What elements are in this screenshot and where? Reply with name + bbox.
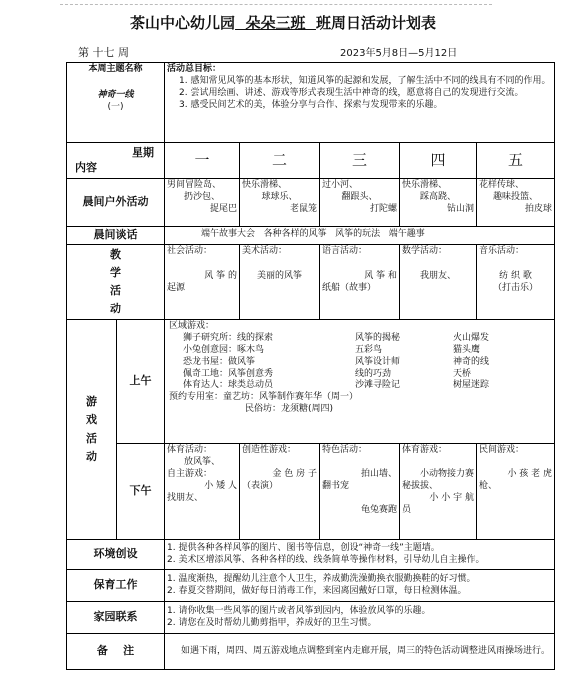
folk-workshop: 民俗坊：龙须糖(周四): [245, 404, 334, 415]
activity-line: 社会活动：: [167, 245, 213, 256]
talk-label: 晨间谈话: [67, 227, 165, 245]
activity-line: 捉尾巴: [210, 203, 238, 214]
remarks-label: 备 注: [67, 634, 165, 670]
area-item: 体育达人：球类总动员: [183, 380, 274, 391]
area-item: 天桥: [453, 368, 472, 379]
outdoor-cell-mon: [165, 179, 240, 227]
activity-line: 拍山墙、: [361, 468, 398, 479]
games-pm-label: 下午: [117, 444, 165, 540]
area-item: 小兔创意园：啄木鸟: [183, 344, 265, 355]
activity-line: 纸船（故事）: [322, 283, 377, 294]
week-number: 第 十七 周: [78, 46, 129, 59]
area-row: [169, 333, 552, 345]
outdoor-label: 晨间户外活动: [67, 179, 165, 227]
activity-line: 语言活动：: [322, 245, 368, 256]
family-cell: [165, 602, 555, 634]
title-school: 茶山中心幼儿园: [130, 14, 236, 32]
goal-item: 1. 感知常见风筝的基本形状，知道风筝的起源和发展，了解生活中不同的线具有不同的作用。: [179, 75, 551, 86]
activity-line: 球球乐、: [261, 191, 298, 202]
activity-line: 金 色 房 子: [272, 468, 318, 479]
theme-name: 神奇一线: [97, 89, 134, 100]
activity-line: 民间游戏：: [479, 445, 525, 456]
activity-line: 美丽的风筝: [257, 271, 303, 282]
day-thu: 四: [400, 143, 477, 179]
activity-line: 钻山洞: [447, 203, 475, 214]
area-item: 恐龙书屋：做风筝: [183, 356, 256, 367]
day-header-label: [67, 143, 165, 179]
talk-row: [67, 227, 555, 245]
care-item: 1. 温度渐热，提醒幼儿注意个人卫生，养成勤洗澡勤换衣服勤换鞋的好习惯。: [167, 573, 476, 584]
talk-text: 端午故事大会 各种各样的风筝 风筝的玩法 端午趣事: [165, 227, 555, 245]
reservation-room: 预约专用室：童艺坊：风筝制作赛年华（周一）: [169, 392, 359, 403]
family-row: [67, 602, 555, 634]
goals-label: 活动总目标：: [167, 64, 222, 74]
theme-row: [67, 63, 555, 143]
title-class-name: 朵朵三班: [245, 14, 306, 32]
teaching-cell-thu: [400, 244, 477, 320]
activity-line: 美术活动：: [242, 245, 288, 256]
outdoor-row: [67, 179, 555, 227]
theme-cell: [67, 63, 165, 143]
goals-cell: [165, 63, 555, 143]
games-pm-cell-thu: [400, 444, 477, 540]
area-item: 神奇的线: [453, 356, 490, 367]
area-item: 线的巧劲: [355, 368, 392, 379]
activity-line: 自主游戏：: [167, 468, 213, 479]
family-item: 1. 请你收集一些风筝的图片或者风筝到园内，体验放风筝的乐趣。: [167, 605, 431, 616]
care-item: 2. 春夏交替期间，做好每日消毒工作，来园离园戴好口罩，每日检测体温。: [167, 585, 467, 596]
day-fri: 五: [477, 143, 555, 179]
teaching-cell-tue: [240, 244, 320, 320]
goal-item: 2. 尝试用绘画、讲述、游戏等形式表现生活中神奇的线，愿意将自己的发现进行交流。: [179, 87, 524, 98]
remarks-text: 如遇下雨，周四、周五游戏地点调整到室内走廊开展，周三的特色活动调整进风雨操场进行。: [165, 634, 555, 670]
day-mon: 一: [165, 143, 240, 179]
activity-line: 创造性游戏：: [242, 445, 297, 456]
care-cell: [165, 570, 555, 602]
area-item: 沙滩寻险记: [355, 380, 401, 391]
care-label: 保育工作: [67, 570, 165, 602]
teaching-cell-mon: [165, 244, 240, 320]
area-row: [169, 380, 552, 392]
page-title: [0, 12, 566, 33]
goal-item: 3. 感受民间艺术的美，体验分享与合作、探索与发现带来的乐趣。: [179, 99, 443, 110]
header-rule: [60, 4, 492, 5]
games-am-row: [67, 320, 555, 444]
outdoor-cell-tue: [240, 179, 320, 227]
care-row: [67, 570, 555, 602]
activity-line: 小动物接力赛: [420, 468, 475, 479]
day-wed: 三: [320, 143, 400, 179]
games-pm-cell-mon: [165, 444, 240, 540]
environment-item: 2. 美术区增添风筝、各种各样的线、线条简单等操作材料，引导幼儿自主操作。: [167, 554, 485, 565]
environment-item: 1. 提供各种各样风筝的图片、图书等信息，创设“神奇一线”主题墙。: [167, 542, 440, 553]
activity-line: 打陀螺: [370, 203, 398, 214]
games-pm-cell-fri: [477, 444, 555, 540]
remarks-row: [67, 634, 555, 670]
teaching-row: [67, 244, 555, 320]
activity-line: 秘拔拔、: [402, 480, 439, 491]
area-item: 佩奇工地：风筝创意秀: [183, 368, 274, 379]
activity-line: 扔沙包、: [184, 191, 221, 202]
day-label-week: 星期: [132, 145, 155, 159]
games-label: 游 戏 活 动: [67, 320, 117, 540]
date-range: 2023年5月8日—5月12日: [340, 48, 458, 59]
activity-line: （打击乐）: [493, 283, 539, 294]
activity-line: 过小河、: [322, 180, 359, 190]
activity-line: 快乐滑梯、: [402, 180, 448, 190]
day-header-row: [67, 143, 555, 179]
area-games-head: 区域游戏：: [169, 321, 215, 332]
area-row: [169, 357, 552, 369]
activity-line: 花样传球、: [479, 180, 525, 190]
activity-line: 翻跟头、: [341, 191, 378, 202]
activity-line: 枪、: [479, 480, 498, 491]
day-tue: 二: [240, 143, 320, 179]
activity-line: 快乐滑梯、: [242, 180, 288, 190]
area-item: 火山爆发: [453, 332, 490, 343]
activity-line: 我朋友、: [420, 271, 457, 282]
activity-line: （表演）: [242, 480, 279, 491]
teaching-cell-fri: [477, 244, 555, 320]
activity-line: 拍皮球: [525, 203, 553, 214]
environment-label: 环境创设: [67, 540, 165, 570]
activity-line: 员: [402, 504, 412, 515]
area-item: 狮子研究所：线的探索: [183, 332, 274, 343]
outdoor-cell-thu: [400, 179, 477, 227]
theme-label: 本周主题名称: [88, 64, 143, 74]
activity-line: 翻书宠: [322, 480, 350, 491]
activity-line: 风 筝 和: [364, 271, 398, 282]
games-am-cell: [165, 320, 555, 444]
games-pm-row: [67, 444, 555, 540]
area-item: 猫头鹰: [453, 344, 481, 355]
area-item: 树屋迷踪: [453, 380, 490, 391]
activity-line: 起源: [167, 283, 186, 294]
activity-line: 纺 织 歌: [499, 271, 532, 282]
environment-cell: [165, 540, 555, 570]
activity-line: 特色活动：: [322, 445, 368, 456]
title-suffix: 班周日活动计划表: [315, 14, 436, 32]
environment-row: [67, 540, 555, 570]
activity-line: 体育活动：: [167, 445, 213, 456]
activity-line: 踩高跷、: [420, 191, 457, 202]
activity-line: 找朋友、: [167, 492, 204, 503]
weekly-plan-table: [66, 62, 555, 670]
area-item: 五彩鸟: [355, 344, 383, 355]
activity-line: 音乐活动：: [479, 245, 525, 256]
area-row: [169, 345, 552, 357]
outdoor-cell-wed: [320, 179, 400, 227]
area-item: 风筝的揭秘: [355, 332, 401, 343]
activity-line: 风 筝 的: [204, 271, 238, 282]
area-row: [169, 369, 552, 381]
activity-line: 龟兔赛跑: [361, 504, 398, 515]
activity-line: 小 小 宇 航: [429, 492, 475, 503]
activity-line: 老鼠笼: [290, 203, 318, 214]
games-pm-cell-wed: [320, 444, 400, 540]
activity-line: 男间冒险岛、: [167, 180, 222, 190]
family-item: 2. 请您在及时帮幼儿勤剪指甲，养成好的卫生习惯。: [167, 617, 377, 628]
title-class: [235, 14, 316, 32]
theme-sub: (一): [107, 101, 124, 112]
activity-line: 小 孩 老 虎: [507, 468, 553, 479]
activity-line: 体育游戏：: [402, 445, 448, 456]
games-am-label: 上午: [117, 320, 165, 444]
activity-line: 趣味投篮、: [493, 191, 539, 202]
teaching-label: 教 学 活 动: [67, 244, 165, 320]
family-label: 家园联系: [67, 602, 165, 634]
activity-line: 数学活动：: [402, 245, 448, 256]
outdoor-cell-fri: [477, 179, 555, 227]
area-item: 风筝设计师: [355, 356, 401, 367]
activity-line: 放风筝、: [184, 456, 221, 467]
activity-line: 小 矮 人: [204, 480, 238, 491]
teaching-cell-wed: [320, 244, 400, 320]
games-pm-cell-tue: [240, 444, 320, 540]
day-label-content: 内容: [75, 160, 97, 174]
